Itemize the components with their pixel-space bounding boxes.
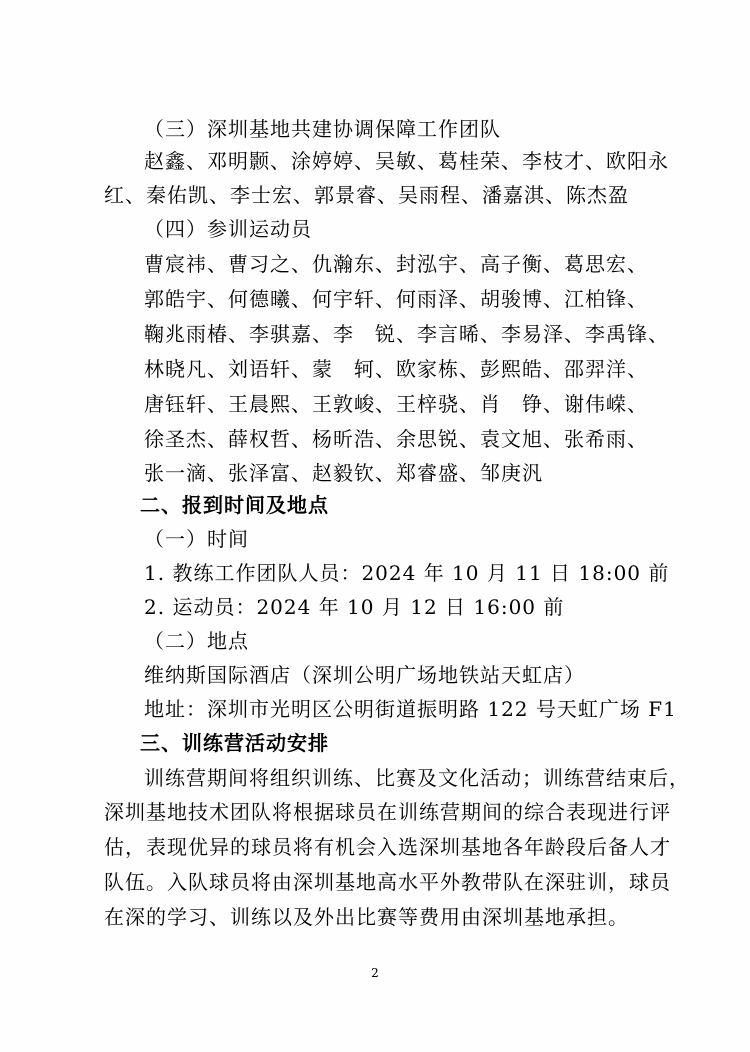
place-heading: （二）地点: [144, 629, 249, 653]
athlete-row-5: 唐钰轩、王晨熙、王敦峻、王梓骁、肖 铮、谢伟嵘、: [144, 392, 648, 416]
athlete-row-6: 徐圣杰、薛权哲、杨昕浩、余思锐、袁文旭、张希雨、: [144, 427, 648, 451]
athlete-row-2: 郭皓宇、何德曦、何宇轩、何雨泽、胡骏博、江柏锋、: [144, 287, 648, 311]
part3-line4: 队伍。入队球员将由深圳基地高水平外教带队在深驻训，球员: [104, 870, 671, 894]
place-hotel: 维纳斯国际酒店（深圳公明广场地铁站天虹店）: [144, 663, 585, 687]
part3-line1: 训练营期间将组织训练、比赛及文化活动；训练营结束后，: [144, 766, 690, 790]
time-coaches: 1. 教练工作团队人员：2024 年 10 月 11 日 18:00 前: [144, 561, 670, 585]
athlete-row-4: 林晓凡、刘语轩、蒙 轲、欧家栋、彭熙皓、邵羿洋、: [144, 357, 648, 381]
part3-line5: 在深的学习、训练以及外出比赛等费用由深圳基地承担。: [104, 905, 629, 929]
athlete-row-1: 曹宸祎、曹习之、仇瀚东、封泓宇、高子衡、葛思宏、: [144, 252, 648, 276]
section3-line1: 赵鑫、邓明颢、涂婷婷、吴敏、葛桂荣、李枝才、欧阳永: [144, 149, 669, 173]
athlete-row-7: 张一滴、张泽富、赵毅钦、郑睿盛、邹庚汎: [144, 461, 543, 485]
part3-line3: 估，表现优异的球员将有机会入选深圳基地各年龄段后备人才: [104, 835, 671, 859]
section3-heading: （三）深圳基地共建协调保障工作团队: [144, 117, 501, 141]
page-number: 2: [371, 966, 379, 980]
part3-line2: 深圳基地技术团队将根据球员在训练营期间的综合表现进行评: [104, 800, 671, 824]
section4-heading: （四）参训运动员: [144, 217, 312, 241]
time-athletes: 2. 运动员：2024 年 10 月 12 日 16:00 前: [144, 595, 565, 619]
athlete-row-3: 鞠兆雨椿、李骐嘉、李 锐、李言晞、李易泽、李禹锋、: [144, 322, 669, 346]
time-heading: （一）时间: [144, 527, 249, 551]
part3-heading: 三、训练营活动安排: [140, 731, 329, 755]
part2-heading: 二、报到时间及地点: [140, 493, 329, 517]
section3-line2: 红、秦佑凯、李士宏、郭景睿、吴雨程、潘嘉淇、陈杰盈: [104, 183, 629, 207]
place-address: 地址：深圳市光明区公明街道振明路 122 号天虹广场 F1: [144, 697, 677, 721]
